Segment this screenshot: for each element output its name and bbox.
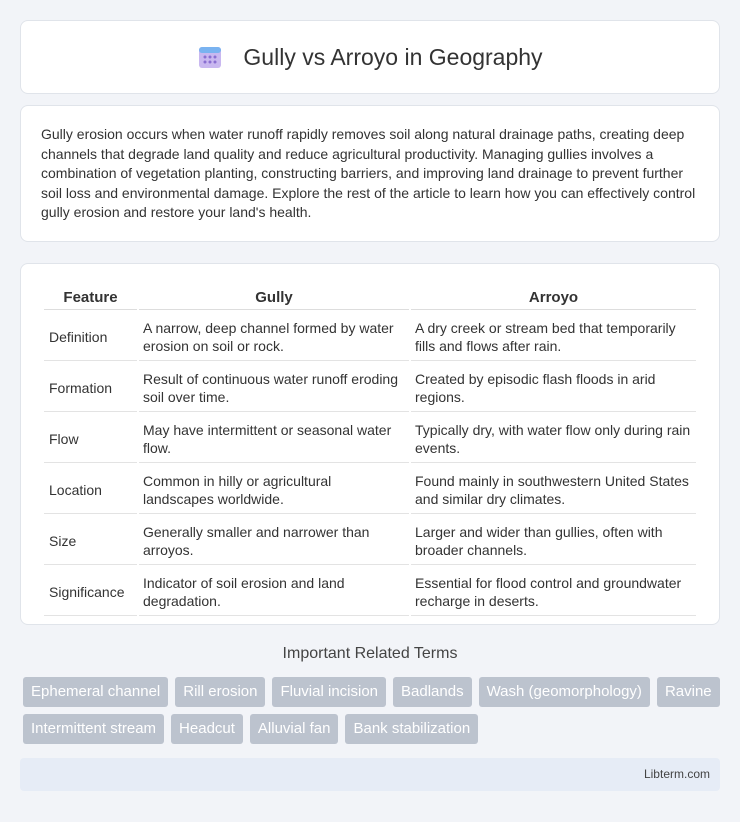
- header-feature: Feature: [44, 286, 137, 310]
- comparison-table: [42, 284, 698, 618]
- tag-ravine[interactable]: Ravine: [657, 677, 720, 707]
- arroyo-cell: Created by episodic flash floods in arid regions.: [411, 363, 696, 412]
- arroyo-cell: A dry creek or stream bed that temporarily fills and flows after rain.: [411, 312, 696, 361]
- tag-headcut[interactable]: Headcut: [171, 714, 243, 744]
- header-gully: Gully: [139, 286, 409, 310]
- feature-cell: Location: [44, 465, 137, 514]
- arroyo-cell: Found mainly in southwestern United States and similar dry climates.: [411, 465, 696, 514]
- related-tags: [23, 677, 723, 744]
- gully-cell: Indicator of soil erosion and land degradation.: [139, 567, 409, 616]
- table-row: [44, 567, 696, 616]
- tag-intermittent-stream[interactable]: Intermittent stream: [23, 714, 164, 744]
- table-row: [44, 414, 696, 463]
- arroyo-cell: Essential for flood control and groundwater recharge in deserts.: [411, 567, 696, 616]
- tag-wash[interactable]: Wash (geomorphology): [479, 677, 650, 707]
- header-arroyo: Arroyo: [411, 286, 696, 310]
- feature-cell: Flow: [44, 414, 137, 463]
- feature-cell: Significance: [44, 567, 137, 616]
- gully-cell: Result of continuous water runoff eroding soil over time.: [139, 363, 409, 412]
- tag-rill-erosion[interactable]: Rill erosion: [175, 677, 265, 707]
- gully-cell: Generally smaller and narrower than arroyos.: [139, 516, 409, 565]
- title-card: [20, 20, 720, 94]
- intro-card: [20, 105, 720, 242]
- footer-link[interactable]: Libterm.com: [643, 767, 710, 781]
- tag-ephemeral-channel[interactable]: Ephemeral channel: [23, 677, 168, 707]
- feature-cell: Size: [44, 516, 137, 565]
- gully-cell: May have intermittent or seasonal water flow.: [139, 414, 409, 463]
- gully-cell: A narrow, deep channel formed by water erosion on soil or rock.: [139, 312, 409, 361]
- table-row: [44, 312, 696, 361]
- comparison-card: [20, 263, 720, 625]
- table-row: [44, 363, 696, 412]
- footer: [20, 758, 720, 791]
- related-terms-title: Important Related Terms: [282, 645, 458, 662]
- tag-alluvial-fan[interactable]: Alluvial fan: [250, 714, 339, 744]
- tag-fluvial-incision[interactable]: Fluvial incision: [272, 677, 386, 707]
- table-row: [44, 516, 696, 565]
- page-title: Gully vs Arroyo in Geography: [243, 43, 543, 70]
- calendar-icon: [197, 44, 223, 70]
- table-header-row: [44, 286, 696, 310]
- feature-cell: Formation: [44, 363, 137, 412]
- feature-cell: Definition: [44, 312, 137, 361]
- arroyo-cell: Larger and wider than gullies, often with broader channels.: [411, 516, 696, 565]
- gully-cell: Common in hilly or agricultural landscapes worldwide.: [139, 465, 409, 514]
- related-terms-section: [0, 645, 740, 663]
- tag-badlands[interactable]: Badlands: [393, 677, 472, 707]
- tag-bank-stabilization[interactable]: Bank stabilization: [345, 714, 478, 744]
- arroyo-cell: Typically dry, with water flow only during rain events.: [411, 414, 696, 463]
- table-row: [44, 465, 696, 514]
- intro-text: Gully erosion occurs when water runoff rapidly removes soil along natural drainage paths, creating deep channels that degrade land quality and reduce agricultural productivity. Managing gullies involves a combination of vegetation planting, constructing barriers, and improving land drainage to prevent further soil loss and environmental damage. Explore the rest of the article to learn how you can effectively control gully erosion and restore your land's health.: [41, 126, 696, 221]
